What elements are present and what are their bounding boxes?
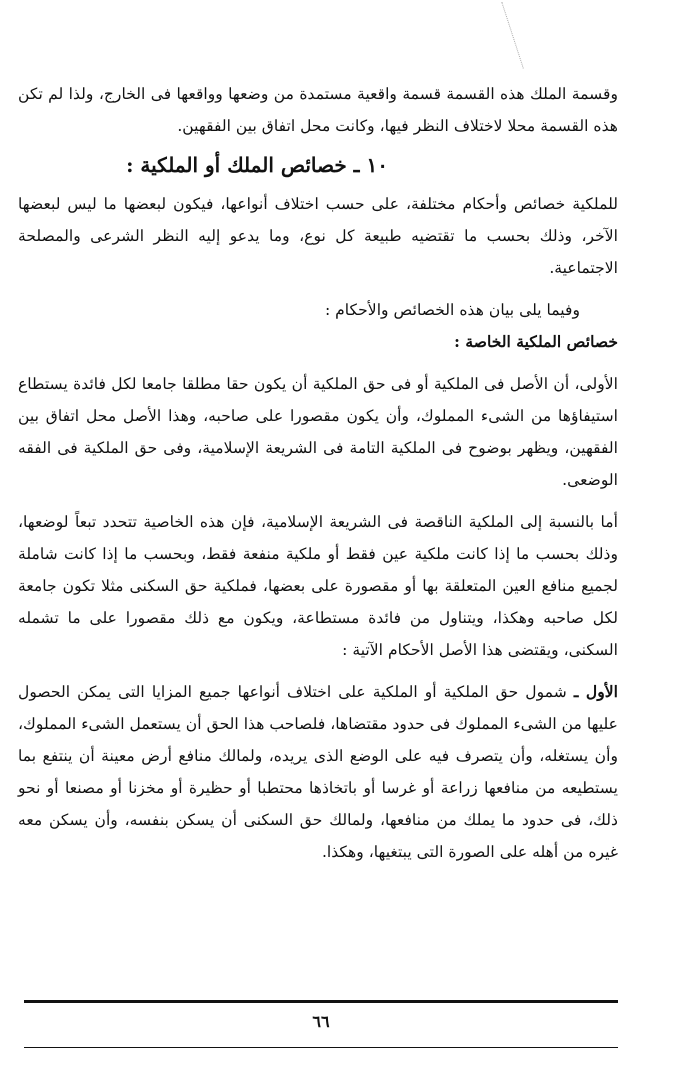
paragraph-ownership-characteristics: للملكية خصائص وأحكام مختلفة، على حسب اختلاف أنواعها، فيكون لبعضها ما ليس لبعضها الآخر، وذلك بحسب ما تقتضيه طبيعة كل نوع، وما يدعو إليه النظر الشرعى والمصلحة الاجتماعية. [18,195,618,277]
scan-mark [501,1,525,68]
footer-bottom-rule [24,1047,618,1048]
page-number: ٦٦ [312,1012,330,1031]
paragraph-first-principle: الأولى، أن الأصل فى الملكية أو فى حق الملكية أن يكون حقا مطلقا جامعا لكل فائدة يستطاع استيفاؤها من الشىء المملوك، وأن يكون مقصورا على صاحبه، وهذا الأصل محل اتفاق بين الفقهين، ويظهر بوضوح فى الملكية التامة فى الشريعة الإسلامية، وفى حق الملكية فى الفقه الوضعى. [18,375,618,489]
paragraph-ownership-division: وقسمة الملك هذه القسمة قسمة واقعية مستمدة من وضعها وواقعها فى الخارج، ولذا لم تكن هذه القسمة محلا لاختلاف النظر فيها، وكانت محل اتفاق بين الفقهين. [18,85,618,135]
first-rule-text: شمول حق الملكية أو الملكية على اختلاف أنواعها جميع المزايا التى يمكن الحصول عليها من الشىء المملوك فى حدود مقتضاها، فلصاحب هذا الحق أن يستعمل الشىء المملوك، وأن يستغله، وأن يتصرف فيه على الوضع الذى يريده، ولمالك منافع أرض معينة أن ينتفع بما يستطيعه من منافعها زراعة أو غرسا أو باتخاذها محتطبا أو حظيرة أو مخزنا أو مصنعا أو نحو ذلك، فى حدود ما يملك من منافعها، ولمالك حق السكنى أن يسكن بنفسه، وأن يسكن معه غيره من أهله على الصورة التى يبتغيها، وهكذا. [18,683,618,861]
paragraph-first-rule [18,676,618,868]
first-rule-lead: الأول ـ [573,682,618,701]
paragraph-intro-list: وفيما يلى بيان هذه الخصائص والأحكام : [324,301,580,319]
subheading-private-ownership: خصائص الملكية الخاصة : [454,332,618,351]
section-heading: ١٠ ـ خصائص الملك أو الملكية : [126,153,388,177]
footer-rule [24,1000,618,1003]
page-body [18,78,618,868]
paragraph-incomplete-ownership: أما بالنسبة إلى الملكية الناقصة فى الشريعة الإسلامية، فإن هذه الخاصية تتحدد تبعاً لوضعها، وذلك بحسب ما إذا كانت ملكية عين فقط أو ملكية منفعة فقط، وبحسب ما إذا كانت شاملة لجميع منافع العين المتعلقة بها أو مقصورة على بعضها، فملكية حق السكنى مثلا تكون جامعة لكل صاحبه وهكذا، ويتناول من فائدة مستطاعة، ويكون مع ذلك مقصورا على ما تشمله السكنى، ويقتضى هذا الأصل الأحكام الآتية : [18,513,618,659]
